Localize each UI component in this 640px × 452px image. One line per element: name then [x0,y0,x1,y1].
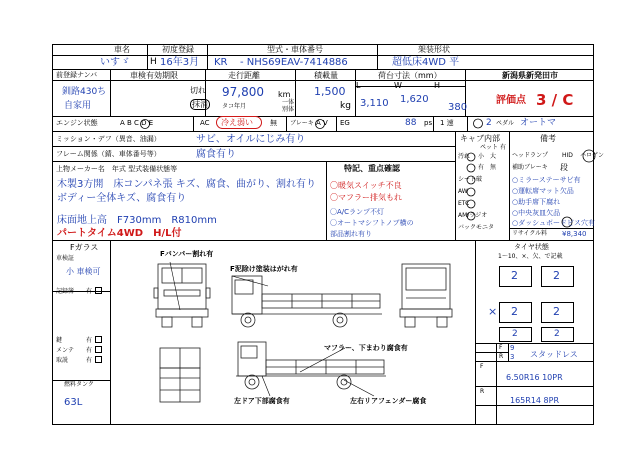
key-flag: 有 [86,337,93,344]
note-line-4: 床面地上高 F730mm R810mm [57,215,217,226]
special-title: 特記、重点確認 [344,164,400,173]
tire-rl: 2 [511,305,518,318]
model-label: 型式・車体番号 [267,45,323,54]
tire-r-count: 3 [510,353,515,361]
maker-value: いすゞ [100,57,130,68]
amfm-label: AM/ラジオ [458,212,488,219]
ac-value: 冷え弱い [221,118,253,127]
door-note: 左ドア下部腐食有 [234,397,290,405]
mileage-flag-circle [190,99,210,110]
flag-no: 無 [490,164,497,171]
equip-5: ○ダッシュボードビス穴有 [512,219,595,227]
note-line-5: パートタイム4WD H/L付 [57,228,182,239]
equip-3: ○助手席下腐れ [512,198,561,206]
equip-4: ○中央灰皿欠品 [512,209,561,217]
era-value: H [150,57,157,67]
pedal-count: 2 [486,118,492,128]
dim-l-value: 3,110 [360,98,389,109]
note-line-2: ボディー全体キズ、腐食有り [57,193,187,204]
load-unit: kg [340,101,351,111]
glass-title: Fガラス [70,243,99,252]
first-reg-label: 初度登録 [162,45,194,54]
insp-value: 小 車検可 [66,267,101,276]
mileage-unit: km [278,90,291,99]
dims-label: 荷台寸法（mm） [378,71,442,80]
load-label: 積載量 [314,71,338,80]
tire-title: タイヤ状態 [514,243,549,251]
tire-rr2: 2 [554,329,560,339]
plate-value-1: 釧路430ち [62,87,107,97]
note-line-1: 木製3方開 床コンパネ張 キズ、腐食、曲がり、割れ有り [57,179,316,190]
maker-label: 車名 [114,45,130,54]
equip-2: ○運転席マット欠品 [512,187,574,195]
tire-subtitle: 1〜10、×、欠、で記載 [498,253,563,260]
tire-size-f: 6.50R16 10PR [506,373,563,382]
first-reg-value: 16年3月 [160,57,200,68]
one-body-label: 一体 [282,99,295,106]
dim-h-label: H [434,81,441,90]
engine-label: エンジン状態 [56,119,98,127]
maint-flag: 有 [86,347,93,354]
engine-grades: A B C D E [120,119,154,127]
mission-value: サビ、オイルにじみ有り [196,134,306,145]
hp-value: 88 [405,118,417,128]
ac-value-circle [216,116,262,129]
tire-spare-mark: × [488,305,498,318]
transmission: オートマ [520,118,557,128]
dim-h-value: 380 [448,102,468,113]
mileage-value: 97,800 [222,85,264,99]
aw-label: AW [458,188,468,195]
aux-brake-label: 補助ブレーキ [512,164,548,171]
truck-diagrams [154,264,452,402]
record-flag: 有 [86,288,93,295]
hp-unit: ps [424,119,433,127]
eg-label: EG [340,119,350,127]
seat-label: ペット [480,144,499,151]
pedal-label: ペダル [496,120,515,127]
plate-label: 前登録ナンバ [56,71,98,79]
hid-label: HID [562,152,573,159]
fuel-value: 63L [64,397,83,408]
grade-value: 3 / C [536,91,574,109]
recycle-value: ¥8,340 [562,230,587,238]
fuel-label: 燃料タンク [64,381,94,388]
remarks-title: 備考 [540,134,556,143]
frame-value: 腐食有り [196,149,236,160]
inspection-label: 車検有効期限 [130,71,178,80]
record-label: 記録簿 [56,288,75,295]
mileage-label: 走行距離 [228,71,260,80]
cab-title: キャブ内部 [460,134,500,143]
f-mud-note: F泥除け塗装はがれ有 [230,265,298,273]
venue: 新潟県新発田市 [502,71,558,80]
dim-w-label: W [394,81,402,90]
brake-grades: A V [316,119,328,127]
separate-label: 別体 [282,106,295,113]
dim-w-value: 1,620 [400,94,429,105]
frame-label: フレーム関係（錆、車体番号等） [56,150,161,158]
maker-note-label: 上物メーカー名 年式 型式装備状態等 [56,165,178,173]
dim-l-label: L [356,81,361,90]
maint-label: メンテ [56,347,75,354]
ac-none: 無 [270,119,277,127]
flag-small: 小 [478,153,485,160]
manual-label: 取説 [56,357,69,364]
grade-label: 評価点 [496,95,526,106]
model-value: KR [214,57,228,68]
recycle-label: リサイクル料 [512,230,548,237]
tacho-note: タコ年月 [222,103,247,110]
body-shape-label: 架装形状 [418,45,450,54]
tire-f-label: F [499,344,503,351]
seat2-label: シート破 [458,176,483,183]
f-bumper-note: Fバンパー割れ有 [160,250,214,258]
body-shape-value: 超低床4WD 平 [392,57,460,68]
tire-rr: 2 [553,305,560,318]
headlamp-label: ヘッドランプ [512,152,549,159]
inspection-status: 切れ [190,86,206,95]
tire-size-r-label: R [480,388,485,395]
seat-flag: 有 [500,144,507,151]
shift-type: 1 速 [440,119,454,127]
dirt-label: 汚れ [458,153,471,160]
ac-label: AC [200,119,210,127]
etc-label: ETC [458,200,470,207]
rear-fender-note: 左右リアフェンダー腐食 [350,397,427,405]
aux-brake-value: 段 [560,163,568,172]
special-item-1: 〇暖気スイッチ不良 [330,181,402,190]
tire-fr: 2 [553,269,560,282]
special-item-4: 〇A/Cランプ不灯 [330,208,385,216]
manual-flag: 有 [86,357,93,364]
load-value: 1,500 [314,85,346,98]
tire-fl: 2 [511,269,518,282]
flag-yes: 有 [478,164,485,171]
back-label: バックモニタ [458,224,495,231]
special-item-2: 〇マフラー排気もれ [330,193,402,202]
tire-rl2: 2 [512,329,518,339]
key-label: 鍵 [56,337,63,344]
chassis-value: - NHS69EAV-7414886 [240,57,348,68]
tire-r-label: R [499,353,504,360]
equip-1: ○ミラーステーサビ有 [512,176,581,184]
tire-size-f-label: F [480,363,484,370]
halogen-label: ハロゲン [580,152,604,159]
tire-f-count: 9 [510,344,515,352]
mission-label: ミッション・デフ（異音、油漏） [56,135,161,143]
brake-label: ブレーキ [290,120,314,127]
special-item-5: 〇オートマシフトノブ横の [330,219,414,227]
insp-label: 車検証 [56,255,75,262]
tire-size-r: 165R14 8PR [510,396,560,405]
muffler-note: マフラー、下まわり腐食有 [324,344,408,352]
plate-value-2: 自家用 [64,101,92,111]
flag-large: 大 [490,153,497,160]
tire-type: スタッドレス [530,350,578,359]
special-item-6: 部品割れ有り [330,230,372,238]
mileage-flag: 抹消 [192,100,208,109]
